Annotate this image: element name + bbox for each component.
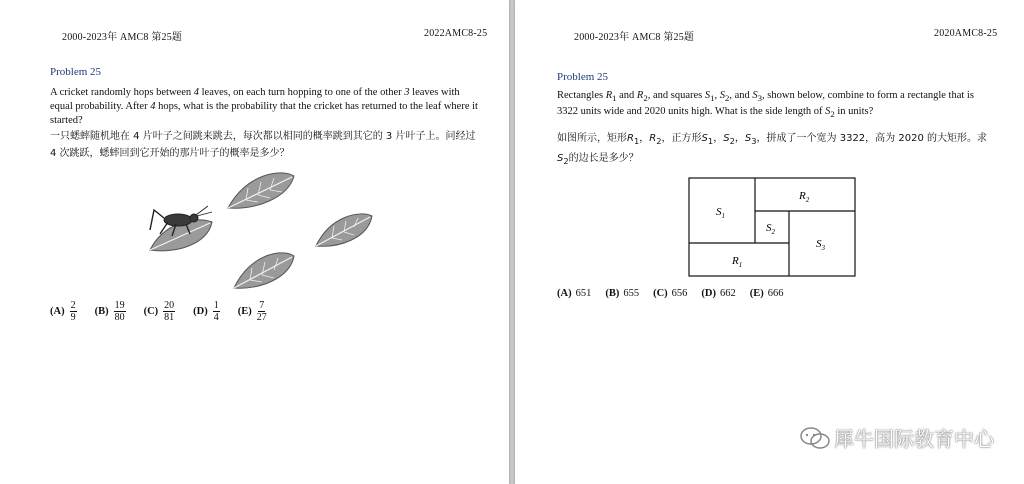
header-right-code: 2020AMC8-25 (934, 28, 998, 39)
choice-c[interactable]: (C) $\frac{20}{81}$ (143, 300, 175, 323)
choice-a[interactable]: (A) 651 (557, 288, 592, 299)
problem-title: Problem 25 (50, 66, 102, 78)
choice-c[interactable]: (C) 656 (653, 288, 688, 299)
leaf-right-icon (314, 210, 374, 248)
watermark-text: 犀牛国际教育中心 (834, 427, 994, 451)
answer-choices (50, 300, 285, 323)
leaf-top-icon (226, 168, 296, 210)
label-s2: $S_2$ (766, 222, 775, 236)
header-left-code: 2022AMC8-25 (424, 28, 488, 39)
label-s1: $S_1$ (716, 206, 725, 220)
wechat-icon (800, 427, 830, 449)
leaf-with-cricket-icon (146, 204, 216, 252)
rectangle-diagram (688, 177, 858, 279)
label-r1: $R_1$ (732, 255, 743, 269)
problem-title: Problem 25 (557, 71, 609, 83)
label-s3: $S_3$ (816, 238, 825, 252)
choice-b[interactable]: (B) $\frac{19}{80}$ (94, 300, 125, 323)
choice-d[interactable]: (D) 662 (701, 288, 736, 299)
problem-text-cn: 一只蟋蟀随机地在 4 片叶子之间跳来跳去，每次都以相同的概率跳到其它的 3 片叶子上。问经过 4 次跳跃，蟋蟀回到它开始的那片叶子的概率是多少？ (50, 131, 476, 159)
choice-d[interactable]: (D) $\frac{1}{4}$ (193, 300, 219, 323)
left-page (0, 0, 509, 484)
outer-rectangle (689, 178, 855, 276)
choice-e[interactable]: (E) 666 (749, 288, 784, 299)
watermark (800, 423, 994, 452)
problem-text-cn: 如图所示，矩形$R_1$，$R_2$，正方形$S_1$，$S_2$，$S_3$，拼成了一个宽为 3322，高为 2020 的大矩形。求$S_2$的边长是多少？ (557, 133, 987, 166)
right-page (515, 0, 1024, 484)
choice-a[interactable]: (A) $\frac{2}{9}$ (50, 300, 76, 323)
choice-e[interactable]: (E) $\frac{7}{27}$ (237, 300, 267, 323)
choice-b[interactable]: (B) 655 (605, 288, 640, 299)
problem-text-en: Rectangles $R_1$ and $R_2$, and squares $S_1$, $S_2$, and $S_3$, shown below, combine to form a rectangle that is 3322 units wide and 2020 units high. What is the side length of $S_2$ in units? (557, 90, 974, 120)
problem-text-en: A cricket randomly hops between 4 leaves, on each turn hopping to one of the other 3 leaves with equal probability. After 4 hops, what is the probability that the cricket has returned to the leaf where it started? (50, 87, 478, 126)
header-left-title: 2000-2023年 AMC8 第25题 (62, 32, 183, 43)
answer-choices (557, 288, 797, 299)
label-r2: $R_2$ (799, 190, 810, 204)
leaf-bottom-icon (232, 248, 296, 290)
header-right-title: 2000-2023年 AMC8 第25题 (574, 32, 695, 43)
